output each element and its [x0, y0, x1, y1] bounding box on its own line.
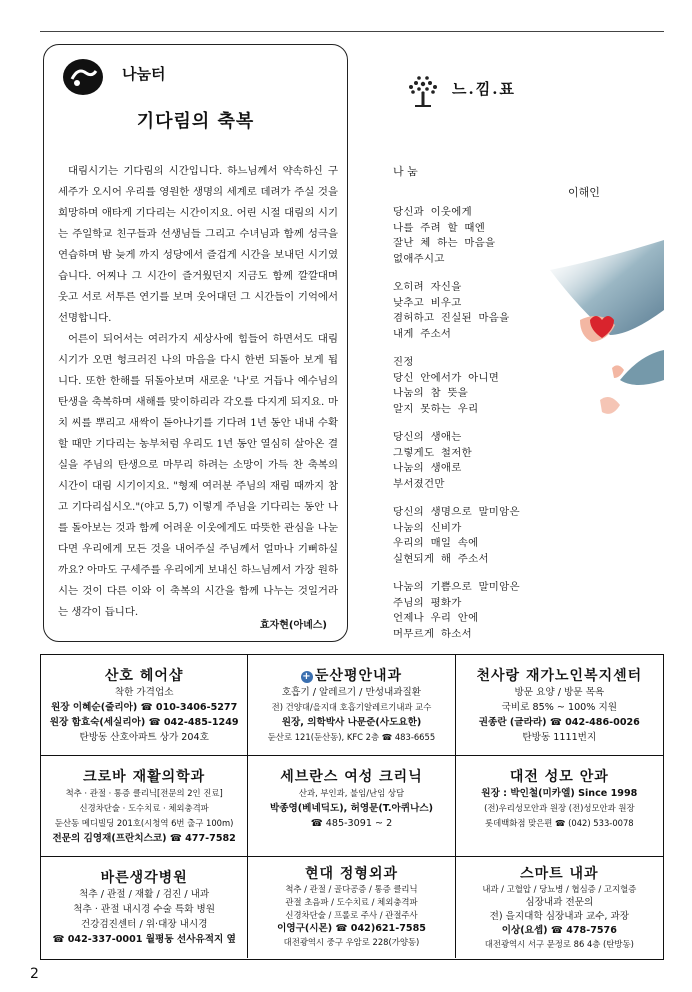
- ad-line: 척추 / 관절 / 재활 / 검진 / 내과: [79, 889, 210, 900]
- ad-line: 원장 함효숙(세실리아) ☎ 042-485-1249: [49, 717, 239, 728]
- ad-name: 천사랑 재가노인복지센터: [476, 668, 643, 684]
- ad-line: 전문의 김영재(프란치스코) ☎ 477-7582: [52, 833, 236, 844]
- essay-title: 기다림의 축복: [136, 111, 255, 132]
- poem-line: 낮추고 비우고: [393, 296, 462, 309]
- poem-line: 부서졌건만: [393, 477, 445, 490]
- ad-line: 착한 가격업소: [114, 687, 174, 698]
- ad-line: 둔산로 121(둔산동), KFC 2층 ☎ 483-6655: [267, 732, 436, 742]
- poem-line: 당신과 이웃에게: [393, 206, 472, 218]
- medical-cross-icon: +: [302, 671, 312, 682]
- ad-bareun-hospital: [41, 857, 248, 958]
- poem-line: 나눔의 기쁨으로 말미암은: [393, 581, 520, 593]
- poem-title: 나 눔: [393, 165, 418, 178]
- ad-seongmo-eye: [456, 756, 663, 857]
- ad-sanho-hair: [41, 655, 248, 756]
- essay-author: 효자현(아녜스): [259, 620, 327, 631]
- ad-line: 탄방동 1111번지: [522, 732, 597, 743]
- poem-line: 언제나 우리 안에: [393, 612, 479, 624]
- essay-body: [58, 161, 338, 623]
- poem-line: 잘난 체 하는 마음을: [393, 237, 496, 249]
- ad-name: 세브란스 여성 크리닉: [280, 769, 423, 785]
- poem-line: 당신의 생명으로 말미암은: [393, 506, 520, 518]
- ad-line: 국비로 85% ~ 100% 지원: [501, 702, 617, 713]
- poem-line: 내게 주소서: [393, 327, 452, 340]
- ad-name: 바른생각병원: [100, 870, 188, 886]
- poem-line: 진정: [393, 356, 414, 368]
- ad-line: 척추 · 관절 · 통증 클리닉[전문의 2인 진료]: [65, 788, 223, 798]
- advertisement-grid: [40, 654, 664, 960]
- poem-line: 알지 못하는 우리: [393, 402, 479, 415]
- ad-line: ☎ 042-337-0001 월평동 선사유적지 옆: [52, 934, 236, 945]
- tree-icon: [403, 74, 443, 108]
- hands-heart-illustration: [540, 240, 664, 430]
- ad-line: (전)우리성모안과 원장 (전)성모안과 원장: [484, 803, 635, 813]
- ad-line: 척추 / 관절 / 골다공증 / 통증 클리닉: [285, 884, 418, 894]
- ad-name: 스마트 내과: [520, 866, 599, 882]
- poem-author: 이해인: [568, 186, 600, 199]
- ad-line: 탄방동 산호아파트 상가 204호: [79, 732, 209, 743]
- ad-line: 관절 초음파 / 도수치료 / 체외충격파: [285, 897, 418, 907]
- ad-name: [248, 665, 454, 685]
- poem-line: 겸허하고 진실된 마음을: [393, 312, 510, 324]
- ad-line: ☎ 485-3091 ~ 2: [310, 818, 393, 829]
- ad-line: 내과 / 고혈압 / 당뇨병 / 협심증 / 고지혈증: [482, 884, 637, 894]
- essay-box: [43, 44, 348, 642]
- ad-line: 원장 이혜순(줄리아) ☎ 010-3406-5277: [51, 702, 238, 713]
- poem-line: 당신 안에서가 아니면: [393, 371, 500, 384]
- ad-line: 신경차단술 / 프롤로 주사 / 관절주사: [285, 910, 418, 920]
- poem-line: 나눔의 신비가: [393, 521, 462, 534]
- ad-line: 원장, 의학박사 나문준(사도요한): [281, 717, 422, 728]
- page-number: 2: [30, 966, 39, 982]
- ad-line: 호흡기 / 알레르기 / 만성내과질환: [281, 687, 422, 698]
- poem-stanza: [393, 205, 520, 267]
- poem-stanza: [393, 430, 520, 492]
- ad-line: 둔산동 메디빌딩 201호(시청역 6번 출구 100m): [54, 818, 234, 828]
- poem-line: 주님의 평화가: [393, 596, 462, 609]
- ad-line: 신경차단술 · 도수치료 · 체외충격파: [79, 803, 209, 813]
- ad-hyundai-ortho: [248, 857, 455, 958]
- ad-line: 이영구(시몬) ☎ 042)621-7585: [277, 923, 426, 934]
- ad-line: 전) 을지대학 심장내과 교수, 과장: [489, 911, 630, 922]
- ad-name: 대전 성모 안과: [509, 769, 609, 785]
- ad-line: 이상(요셉) ☎ 478-7576: [501, 925, 617, 936]
- ad-name-text: 둔산평안내과: [314, 668, 403, 684]
- poem-stanza: [393, 355, 520, 417]
- ad-name: 현대 정형외과: [304, 866, 398, 882]
- ad-line: 롯데백화점 맞은편 ☎ (042) 533-0078: [484, 818, 634, 828]
- ad-line: 권종란 (글라라) ☎ 042-486-0026: [478, 717, 640, 728]
- poem-line: 실현되게 해 주소서: [393, 552, 489, 565]
- ad-line: 전) 건양대/을지대 호흡기알레르기내과 교수: [271, 702, 432, 712]
- poem-line: 나를 주려 할 때엔: [393, 221, 486, 234]
- ad-line: 원장 : 박인철(미카엘) Since 1998: [481, 788, 638, 799]
- section-logo-text: 나눔터: [122, 65, 166, 83]
- ad-name: 산호 헤어샵: [104, 668, 184, 684]
- feel-section-title: 느.낌.표: [452, 80, 516, 98]
- ad-line: 방문 요양 / 방문 목욕: [514, 687, 605, 698]
- top-rule: [40, 31, 664, 32]
- poem-stanza: [393, 505, 520, 567]
- ad-name: 크로바 재활의학과: [83, 769, 206, 785]
- poem-line: 우리의 매일 속에: [393, 537, 479, 549]
- poem-line: 머무르게 하소서: [393, 627, 472, 640]
- ad-line: 건강검진센터 / 위·대장 내시경: [80, 919, 208, 930]
- ad-severance-clinic: [248, 756, 455, 857]
- ad-cheonsarang-center: [456, 655, 663, 756]
- poem-line: 당신의 생애는: [393, 431, 462, 443]
- poem-body: [393, 205, 520, 655]
- poem-line: 그렇게도 철저한: [393, 446, 472, 459]
- ad-smart-clinic: [456, 857, 663, 958]
- ad-line: 대전광역시 중구 우암로 228(가양동): [283, 937, 420, 947]
- poem-stanza: [393, 580, 520, 642]
- ad-line: 산과, 부인과, 불임/난임 상담: [298, 788, 405, 798]
- poem-stanza: [393, 280, 520, 342]
- poem-line: 나눔의 생애로: [393, 462, 462, 474]
- ad-line: 박종영(베네딕도), 허영문(T.아퀴나스): [269, 803, 433, 814]
- ad-dunsan-clinic: [248, 655, 455, 756]
- essay-paragraph: 대림시기는 기다림의 시간입니다. 하느님께서 약속하신 구세주가 오시어 우리를 영원한 생명의 세계로 데려가 주실 것을 희망하며 애타게 기다리는 시간이지요. 어린 시절 대림의 시기는 주일학교 친구들과 선생님들 그리고 수녀님과 함께 성극을 연습하며 밤 늦게 까지 성당에서 즐겁게 시간을 보내던 시기였습니다. 어찌나 그 시간이 즐거웠던지 지금도 함께 깔깔대며 웃고 서로 서투른 연기를 보며 웃어대던 그 시간들이 기억에서 선명합니다.: [58, 165, 338, 324]
- nanum-logo-icon: [62, 57, 104, 97]
- poem-line: 오히려 자신을: [393, 281, 462, 293]
- ad-line: 심장내과 전문의: [525, 897, 594, 908]
- ad-line: 척추 · 관절 내시경 수술 특화 병원: [73, 904, 216, 915]
- poem-line: 없애주시고: [393, 252, 445, 265]
- poem-line: 나눔의 참 뜻을: [393, 387, 469, 399]
- ad-line: 대전광역시 서구 문정로 86 4층 (탄방동): [484, 939, 634, 949]
- ad-crova-rehab: [41, 756, 248, 857]
- essay-paragraph: 어른이 되어서는 여러가지 세상사에 힘들어 하면서도 대림시기가 오면 헝크러진 나의 마음을 다시 한번 되돌아 보게 됩니다. 또한 한해를 뒤돌아보며 새로운 '나'로 거듭나 예수님의 탄생을 축복하며 새해를 맞이하리라 각오를 다지게 되지요. 마치 씨를 뿌리고 새싹이 돋아나기를 기다려 1년 동안 내내 수확할 때만 기다리는 농부처럼 우리도 1년 동안 열심히 살아온 결실을 주님의 탄생으로 마무리 하려는 소망이 가득 찬 축복의 시간이 대림 시기이지요. "형제 여러분 주님의 재림 때까지 참고 기다리십시오."(야고 5,7) 이렇게 주님을 기다리는 동안 나를 돌아보는 것과 함께 어려운 이웃에게도 따뜻한 관심을 나눈다면 우리에게 모든 것을 내어주실 주님께서 얼마나 기뻐하실까요? 아마도 구세주를 우리에게 보내신 하느님께서 가장 원하시는 것이 다른 이와 이 축복의 시간을 함께 나누는 것일거라는 생각이 듭니다.: [58, 333, 338, 618]
